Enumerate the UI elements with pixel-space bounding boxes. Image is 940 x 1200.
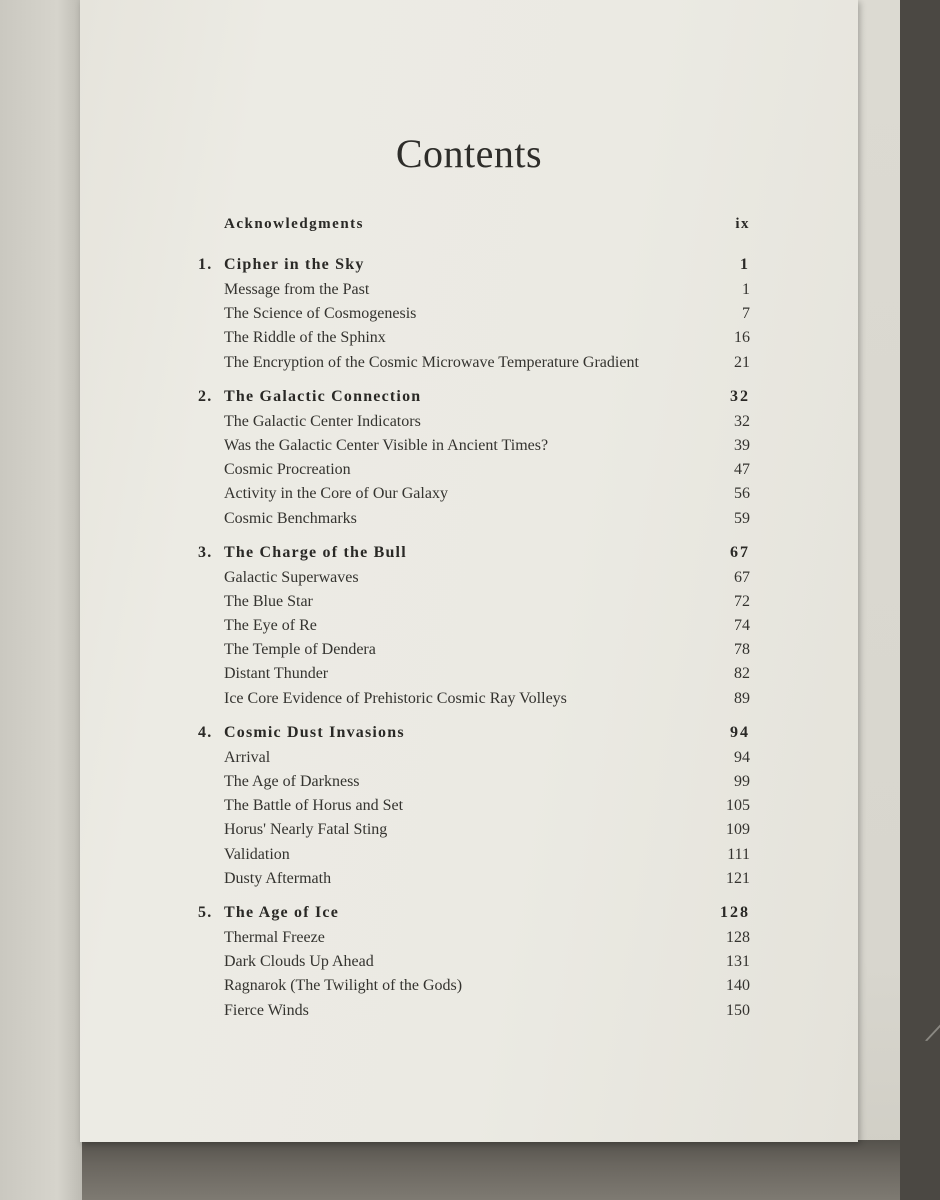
section-entry	[198, 797, 750, 821]
chapter-title: The Age of Ice	[224, 903, 340, 921]
section-entry	[198, 690, 750, 714]
section-entry	[198, 821, 750, 845]
chapter-list	[198, 256, 750, 1026]
section-title: Validation	[224, 845, 290, 863]
section-page: 56	[734, 485, 750, 503]
section-title: Ice Core Evidence of Prehistoric Cosmic Ray Volleys	[224, 689, 567, 707]
section-page: 99	[734, 773, 750, 790]
section-title: Was the Galactic Center Visible in Ancient Times?	[224, 436, 549, 454]
facing-page-edge	[0, 0, 84, 1200]
section-page: 150	[726, 1001, 750, 1019]
section-page: 94	[734, 748, 750, 766]
section-page: 39	[734, 436, 750, 454]
section-page: 105	[726, 797, 750, 815]
section-entry	[198, 569, 750, 593]
acknowledgments-label: Acknowledgments	[224, 216, 365, 232]
section-page: 111	[727, 845, 750, 863]
chapter-page: 128	[720, 903, 750, 921]
chapter-number: 3.	[198, 543, 213, 561]
section-title: The Encryption of the Cosmic Microwave Temperature Gradient	[224, 353, 639, 371]
section-entry	[198, 749, 750, 773]
section-entry	[198, 413, 750, 437]
table-of-contents	[198, 216, 750, 1026]
section-page: 140	[726, 977, 750, 995]
section-page: 74	[734, 617, 750, 635]
section-page: 47	[734, 461, 750, 479]
pen-mark: ⁄	[928, 1015, 940, 1050]
toc-entry-acknowledgments	[198, 216, 750, 242]
section-title: The Battle of Horus and Set	[224, 797, 404, 815]
section-title: The Galactic Center Indicators	[224, 412, 421, 430]
section-entry	[198, 329, 750, 353]
section-entry	[198, 281, 750, 305]
section-page: 72	[734, 592, 750, 610]
section-entry	[198, 354, 750, 378]
section-entry	[198, 305, 750, 329]
section-page: 32	[734, 412, 750, 430]
section-title: The Age of Darkness	[224, 773, 360, 790]
section-page: 59	[734, 509, 750, 527]
chapter-page: 94	[730, 723, 750, 741]
chapter-title: Cosmic Dust Invasions	[224, 723, 405, 741]
section-entry	[198, 870, 750, 894]
section-title: Galactic Superwaves	[224, 568, 359, 586]
book-page	[80, 0, 940, 1142]
section-page: 67	[734, 568, 750, 586]
section-page: 78	[734, 641, 750, 659]
section-title: Activity in the Core of Our Galaxy	[224, 485, 448, 503]
section-title: Thermal Freeze	[224, 928, 325, 946]
section-entry	[198, 929, 750, 953]
section-title: Message from the Past	[224, 281, 370, 298]
section-page: 1	[742, 281, 750, 298]
section-entry	[198, 510, 750, 534]
toc-chapter	[198, 904, 750, 1026]
chapter-heading	[198, 256, 750, 281]
toc-chapter	[198, 256, 750, 378]
section-entry	[198, 1002, 750, 1026]
section-entry	[198, 773, 750, 797]
section-title: Cosmic Benchmarks	[224, 509, 357, 527]
chapter-page: 1	[740, 256, 750, 273]
chapter-title: The Galactic Connection	[224, 387, 422, 405]
section-page: 131	[726, 953, 750, 971]
section-title: The Blue Star	[224, 592, 313, 610]
section-entry	[198, 617, 750, 641]
section-page: 16	[734, 329, 750, 347]
chapter-title: Cipher in the Sky	[224, 256, 365, 273]
section-entry	[198, 641, 750, 665]
section-title: The Science of Cosmogenesis	[224, 305, 417, 323]
chapter-number: 4.	[198, 723, 213, 741]
section-entry	[198, 593, 750, 617]
toc-chapter	[198, 544, 750, 714]
chapter-number: 1.	[198, 256, 213, 273]
section-entry	[198, 461, 750, 485]
section-title: The Temple of Dendera	[224, 641, 376, 659]
toc-chapter	[198, 388, 750, 534]
section-entry	[198, 665, 750, 689]
chapter-heading	[198, 904, 750, 929]
section-title: Horus' Nearly Fatal Sting	[224, 821, 388, 839]
section-page: 82	[734, 665, 750, 683]
table-surface	[82, 1140, 900, 1200]
section-title: Cosmic Procreation	[224, 461, 351, 479]
chapter-number: 2.	[198, 387, 213, 405]
section-title: Dark Clouds Up Ahead	[224, 953, 374, 971]
section-title: Distant Thunder	[224, 665, 329, 683]
section-page: 7	[742, 305, 750, 323]
section-entry	[198, 977, 750, 1001]
section-page: 121	[726, 869, 750, 887]
section-entry	[198, 953, 750, 977]
section-entry	[198, 437, 750, 461]
section-entry	[198, 485, 750, 509]
section-title: The Eye of Re	[224, 617, 317, 635]
section-entry	[198, 846, 750, 870]
chapter-heading	[198, 544, 750, 569]
page-title: Contents	[395, 131, 543, 176]
section-title: Dusty Aftermath	[224, 869, 332, 887]
chapter-number: 5.	[198, 903, 213, 921]
section-title: Ragnarok (The Twilight of the Gods)	[224, 977, 463, 995]
chapter-title: The Charge of the Bull	[224, 543, 407, 561]
section-page: 89	[734, 689, 750, 707]
chapter-page: 32	[730, 387, 750, 405]
section-title: Fierce Winds	[224, 1001, 309, 1019]
section-title: Arrival	[224, 748, 271, 766]
chapter-heading	[198, 724, 750, 749]
toc-chapter	[198, 724, 750, 894]
section-title: The Riddle of the Sphinx	[224, 329, 386, 347]
chapter-heading	[198, 388, 750, 413]
section-page: 109	[726, 821, 750, 839]
acknowledgments-page: ix	[735, 216, 750, 232]
section-page: 128	[726, 928, 750, 946]
section-page: 21	[734, 353, 750, 371]
chapter-page: 67	[730, 543, 750, 561]
